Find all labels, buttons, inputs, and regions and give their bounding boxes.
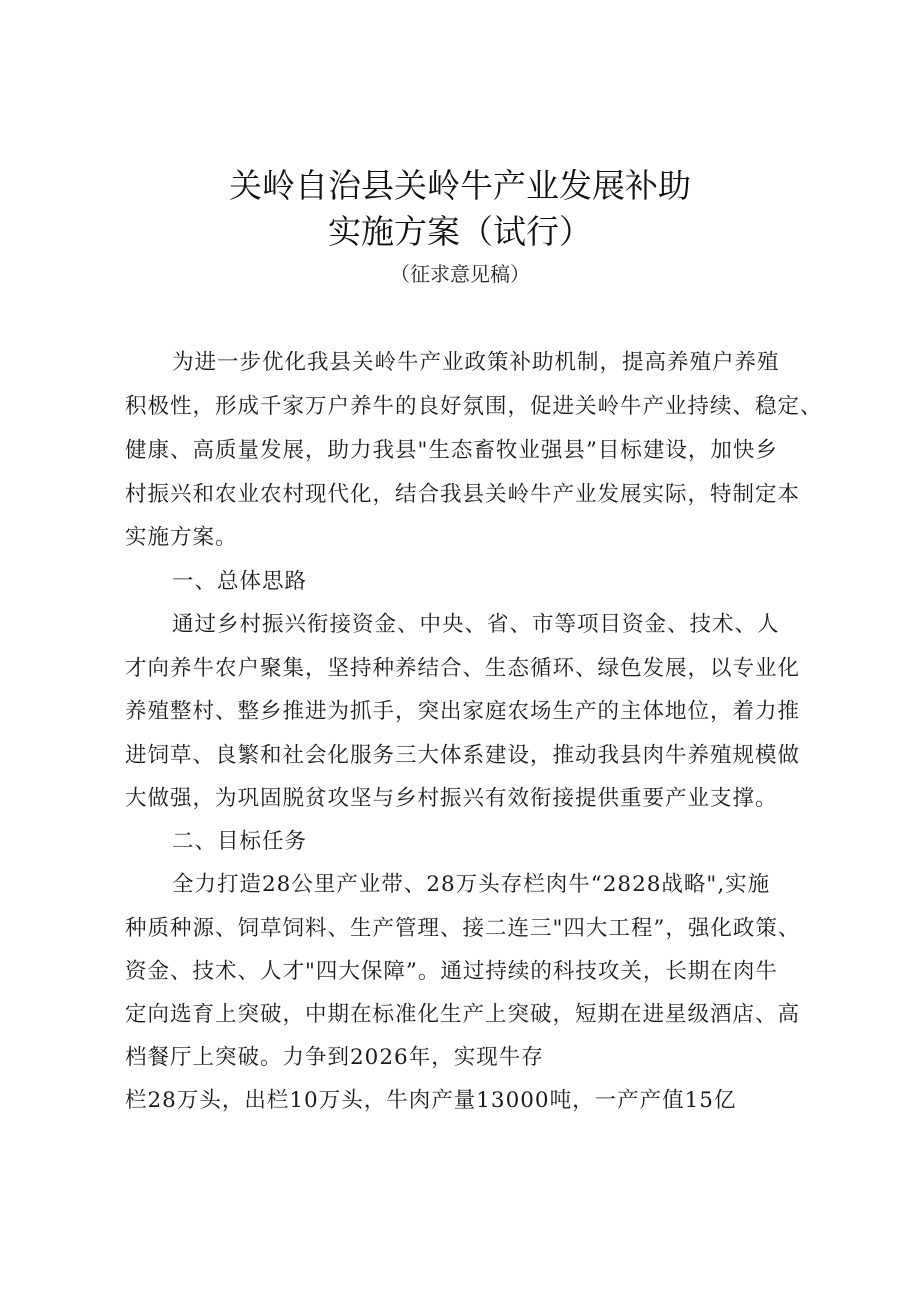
section1-line: 养殖整村、整乡推进为抓手，突出家庭农场生产的主体地位，着力推 [125,699,801,724]
section1-line: 进饲草、良繁和社会化服务三大体系建设，推动我县肉牛养殖规模做 [125,743,801,768]
intro-line: 为进一步优化我县关岭牛产业政策补助机制，提高养殖户养殖 [172,350,780,375]
intro-line: 健康、高质量发展，助力我县"生态畜牧业强县”目标建设，加快乡 [125,438,778,463]
section1-heading: 一、总体思路 [172,569,308,594]
section2-line: 全力打造28公里产业带、28万头存栏肉牛“2828战略",实施 [172,872,771,897]
section2-heading: 二、目标任务 [172,829,308,854]
section2-line: 定向选育上突破，中期在标准化生产上突破，短期在进星级酒店、高 [125,1002,801,1027]
section1-line: 才向养牛农户聚集，坚持种养结合、生态循环、绿色发展，以专业化 [125,656,801,681]
intro-line: 村振兴和农业农村现代化，结合我县关岭牛产业发展实际，特制定本 [125,482,801,507]
document-title-line2: 实施方案（试行） [328,212,592,251]
document-title-line1: 关岭自治县关岭牛产业发展补助 [229,166,691,205]
intro-line: 实施方案。 [125,525,238,550]
section1-line: 大做强，为巩固脱贫攻坚与乡村振兴有效衔接提供重要产业支撑。 [125,786,778,811]
document-subtitle: （征求意见稿） [390,262,530,286]
intro-line: 积极性，形成千家万户养牛的良好氛围，促进关岭牛产业持续、稳定、 [125,394,823,419]
section2-line: 资金、技术、人才"四大保障”。通过持续的科技攻关，长期在肉牛 [125,959,778,984]
section2-line: 种质种源、饲草饲料、生产管理、接二连三"四大工程”，强化政策、 [125,916,801,941]
section2-line: 栏28万头，出栏10万头，牛肉产量13000吨，一产产值15亿 [125,1088,737,1113]
section1-line: 通过乡村振兴衔接资金、中央、省、市等项目资金、技术、人 [172,612,780,637]
section2-line: 档餐厅上突破。力争到2026年，实现牛存 [125,1045,544,1070]
